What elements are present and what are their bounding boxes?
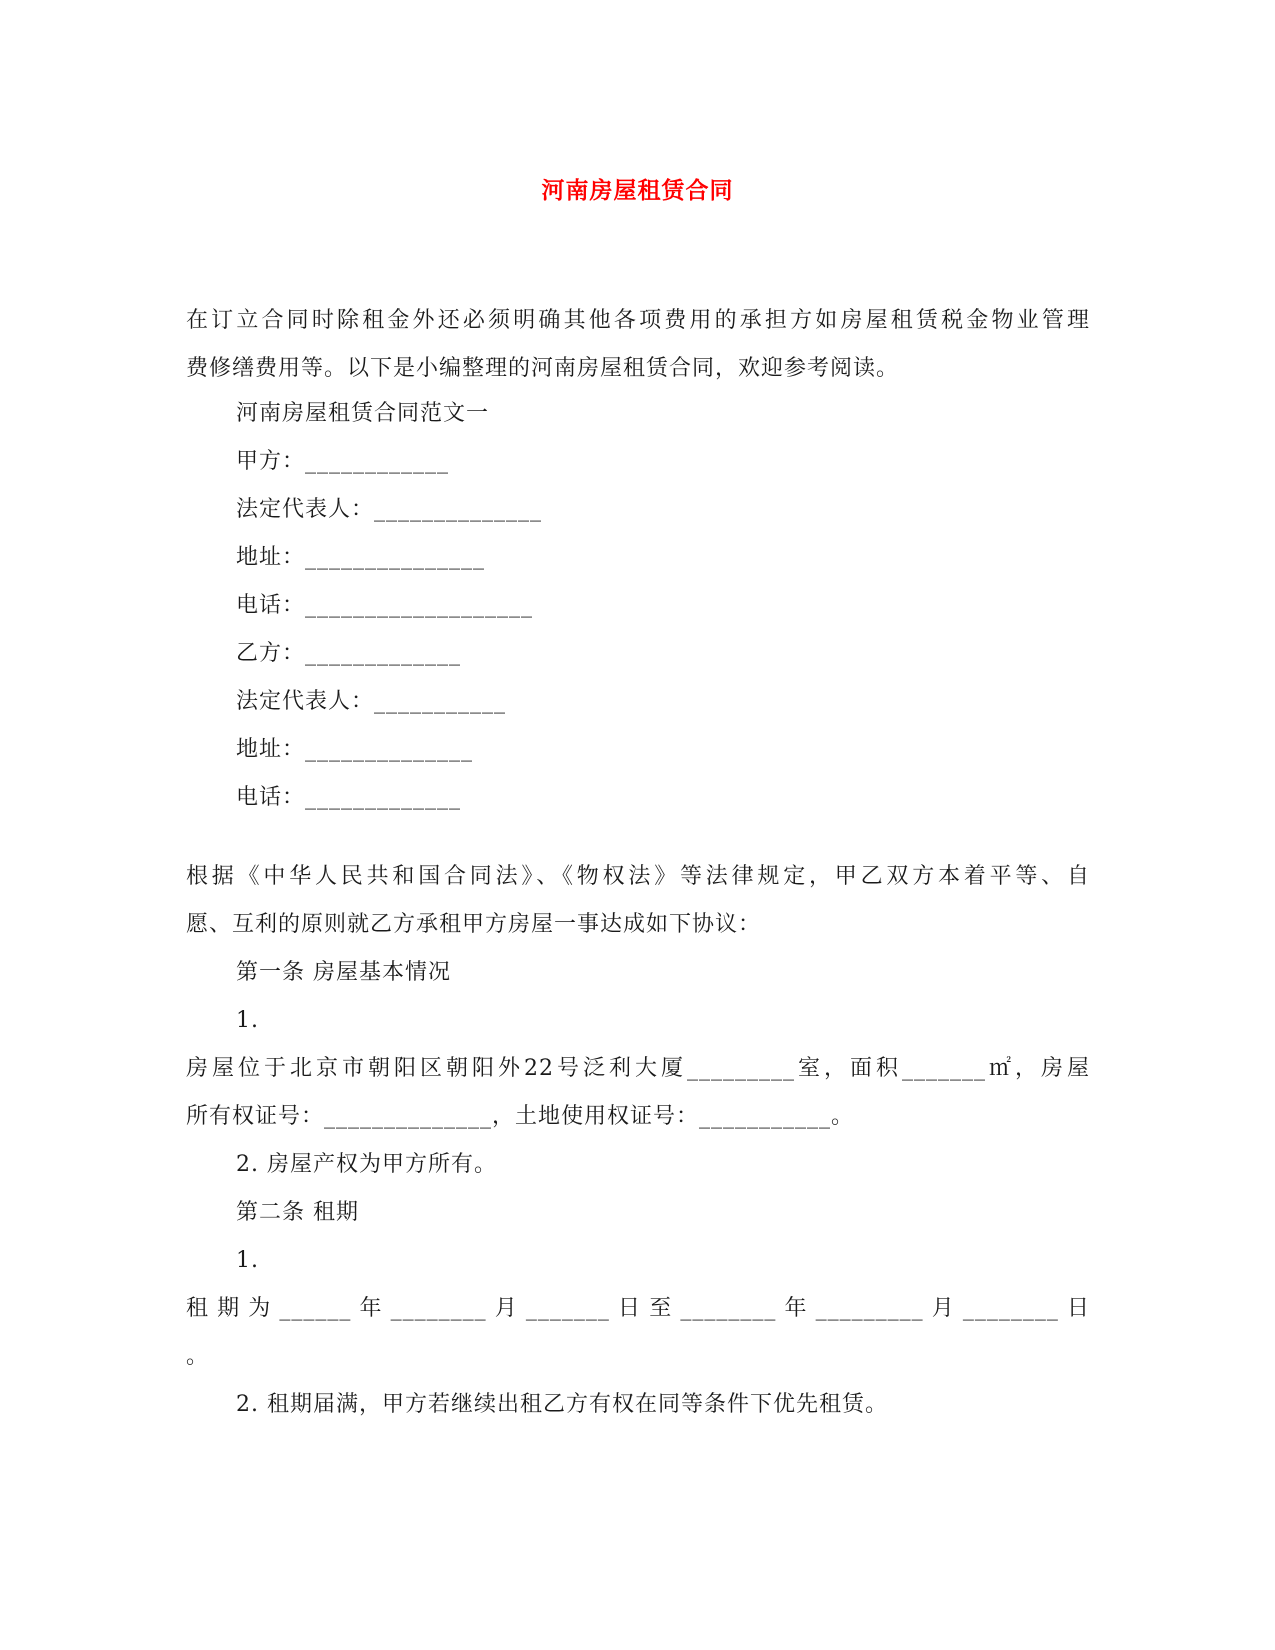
sample-heading: 河南房屋租赁合同范文一: [236, 401, 490, 426]
party-b-phone-field: 电话：_____________: [236, 785, 462, 810]
article-2-item-1-line-2: 。: [186, 1344, 210, 1369]
article-2-item-1-line-1: 租期为______年________月_______日至________年_________月________日: [186, 1296, 1090, 1321]
article-2-item-1-number: 1.: [236, 1248, 259, 1273]
party-b-field: 乙方：_____________: [236, 641, 462, 666]
parties-section: [186, 390, 1090, 822]
party-b-representative-field: 法定代表人：___________: [236, 689, 507, 714]
basis-line-2: 愿、互利的原则就乙方承租甲方房屋一事达成如下协议：: [186, 912, 762, 937]
intro-line-1: 在订立合同时除租金外还必须明确其他各项费用的承担方如房屋租赁税金物业管理: [186, 308, 1090, 333]
article-1-item-2: 2. 房屋产权为甲方所有。: [236, 1152, 497, 1177]
party-a-field: 甲方：____________: [236, 449, 450, 474]
article-1-item-1-line-2: 所有权证号：______________，土地使用权证号：___________。: [186, 1104, 855, 1129]
party-a-representative-field: 法定代表人：______________: [236, 497, 543, 522]
article-1-heading: 第一条 房屋基本情况: [236, 960, 451, 985]
article-1-item-1-line-1: 房屋位于北京市朝阳区朝阳外22号泛利大厦_________室，面积_______㎡，房屋: [186, 1056, 1090, 1081]
party-a-address-field: 地址：_______________: [236, 545, 486, 570]
document-title: 河南房屋租赁合同: [541, 177, 734, 204]
party-a-phone-field: 电话：___________________: [236, 593, 534, 618]
contract-body: [186, 853, 1090, 1429]
intro-line-2: 费修缮费用等。以下是小编整理的河南房屋租赁合同，欢迎参考阅读。: [186, 356, 900, 381]
article-2-heading: 第二条 租期: [236, 1200, 359, 1225]
party-b-address-field: 地址：______________: [236, 737, 474, 762]
article-1-item-1-number: 1.: [236, 1008, 259, 1033]
article-2-item-2: 2. 租期届满，甲方若继续出租乙方有权在同等条件下优先租赁。: [236, 1392, 888, 1417]
intro-paragraph: [186, 297, 1090, 393]
basis-line-1: 根据《中华人民共和国合同法》、《物权法》等法律规定，甲乙双方本着平等、自: [186, 864, 1090, 889]
